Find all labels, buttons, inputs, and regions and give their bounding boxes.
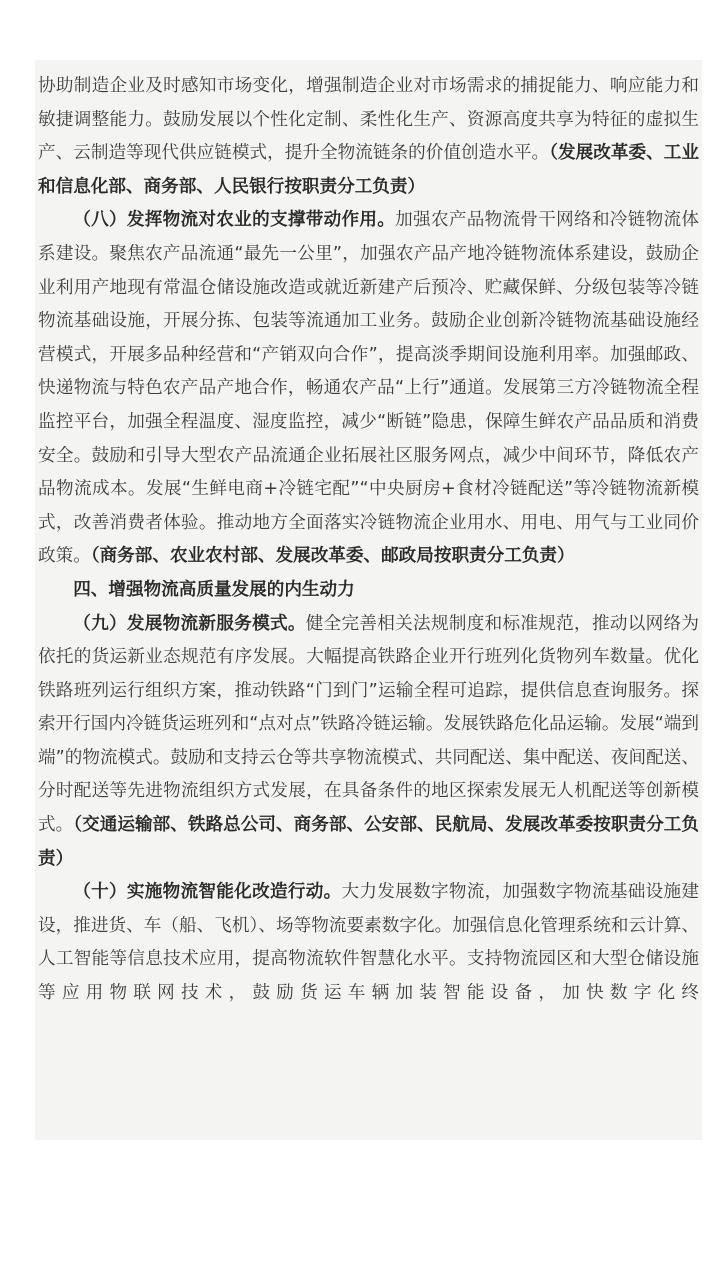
paragraph-manufacturing bbox=[38, 70, 699, 204]
paragraph-text: 加强农产品物流骨干网络和冷链物流体系建设。聚焦农产品流通“最先一公里”，加强农产品产地冷链物流体系建设，鼓励企业利用产地现有常温仓储设施改造或就近新建产后预冷、贮藏保鲜、分级包装等冷链物流基础设施，开展分拣、包装等流通加工业务。鼓励企业创新冷链物流基础设施经营模式，开展多品种经营和“产销双向合作”，提高淡季期间设施利用率。加强邮政、快递物流与特色农产品产地合作，畅通农产品“上行”通道。发展第三方冷链物流全程监控平台，加强全程温度、湿度监控，减少“断链”隐患，保障生鲜农产品品质和消费安全。鼓励和引导大型农产品流通企业拓展社区服务网点，减少中间环节，降低农产品物流成本。发展“生鲜电商+冷链宅配”“中央厨房+食材冷链配送”等冷链物流新模式，改善消费者体验。推动地方全面落实冷链物流企业用水、用电、用气与工业同价政策。 bbox=[38, 210, 699, 567]
paragraph-text: 大力发展数字物流，加强数字物流基础设施建设，推进货、车（船、飞机）、场等物流要素数字化。加强信息化管理系统和云计算、人工智能等信息技术应用，提高物流软件智慧化水平。支持物流园区和大型仓储设施等应用物联网技术，鼓励货运车辆加装智能设备，加快数字化终 bbox=[38, 882, 699, 1004]
paragraph-new-service-models bbox=[38, 608, 699, 877]
responsible-departments: （交通运输部、铁路总公司、商务部、公安部、民航局、发展改革委按职责分工负责） bbox=[38, 815, 699, 869]
paragraph-text: 健全完善相关法规制度和标准规范，推动以网络为依托的货运新业态规范有序发展。大幅提高铁路企业开行班列化货物列车数量。优化铁路班列运行组织方案，推动铁路“门到门”运输全程可追踪，提供信息查询服务。探索开行国内冷链货运班列和“点对点”铁路冷链运输。发展铁路危化品运输。发展“端到端”的物流模式。鼓励和支持云仓等共享物流模式、共同配送、集中配送、夜间配送、分时配送等先进物流组织方式发展，在具备条件的地区探索发展无人机配送等创新模式。 bbox=[38, 613, 699, 836]
chapter-heading-4: 四、增强物流高质量发展的内生动力 bbox=[73, 579, 355, 600]
section-heading-8: （八）发挥物流对农业的支撑带动作用。 bbox=[73, 210, 396, 231]
paragraph-intelligent-logistics bbox=[38, 876, 699, 1010]
document-page bbox=[35, 60, 702, 1140]
section-heading-9: （九）发展物流新服务模式。 bbox=[73, 613, 306, 634]
responsible-departments: （发展改革委、工业和信息化部、商务部、人民银行按职责分工负责） bbox=[38, 143, 699, 197]
paragraph-text: 协助制造企业及时感知市场变化，增强制造企业对市场需求的捕捉能力、响应能力和敏捷调整能力。鼓励发展以个性化定制、柔性化生产、资源高度共享为特征的虚拟生产、云制造等现代供应链模式，提升全物流链条的价值创造水平。 bbox=[38, 76, 699, 164]
paragraph-agriculture bbox=[38, 204, 699, 574]
section-heading-10: （十）实施物流智能化改造行动。 bbox=[73, 882, 342, 903]
responsible-departments: （商务部、农业农村部、发展改革委、邮政局按职责分工负责） bbox=[90, 546, 575, 567]
